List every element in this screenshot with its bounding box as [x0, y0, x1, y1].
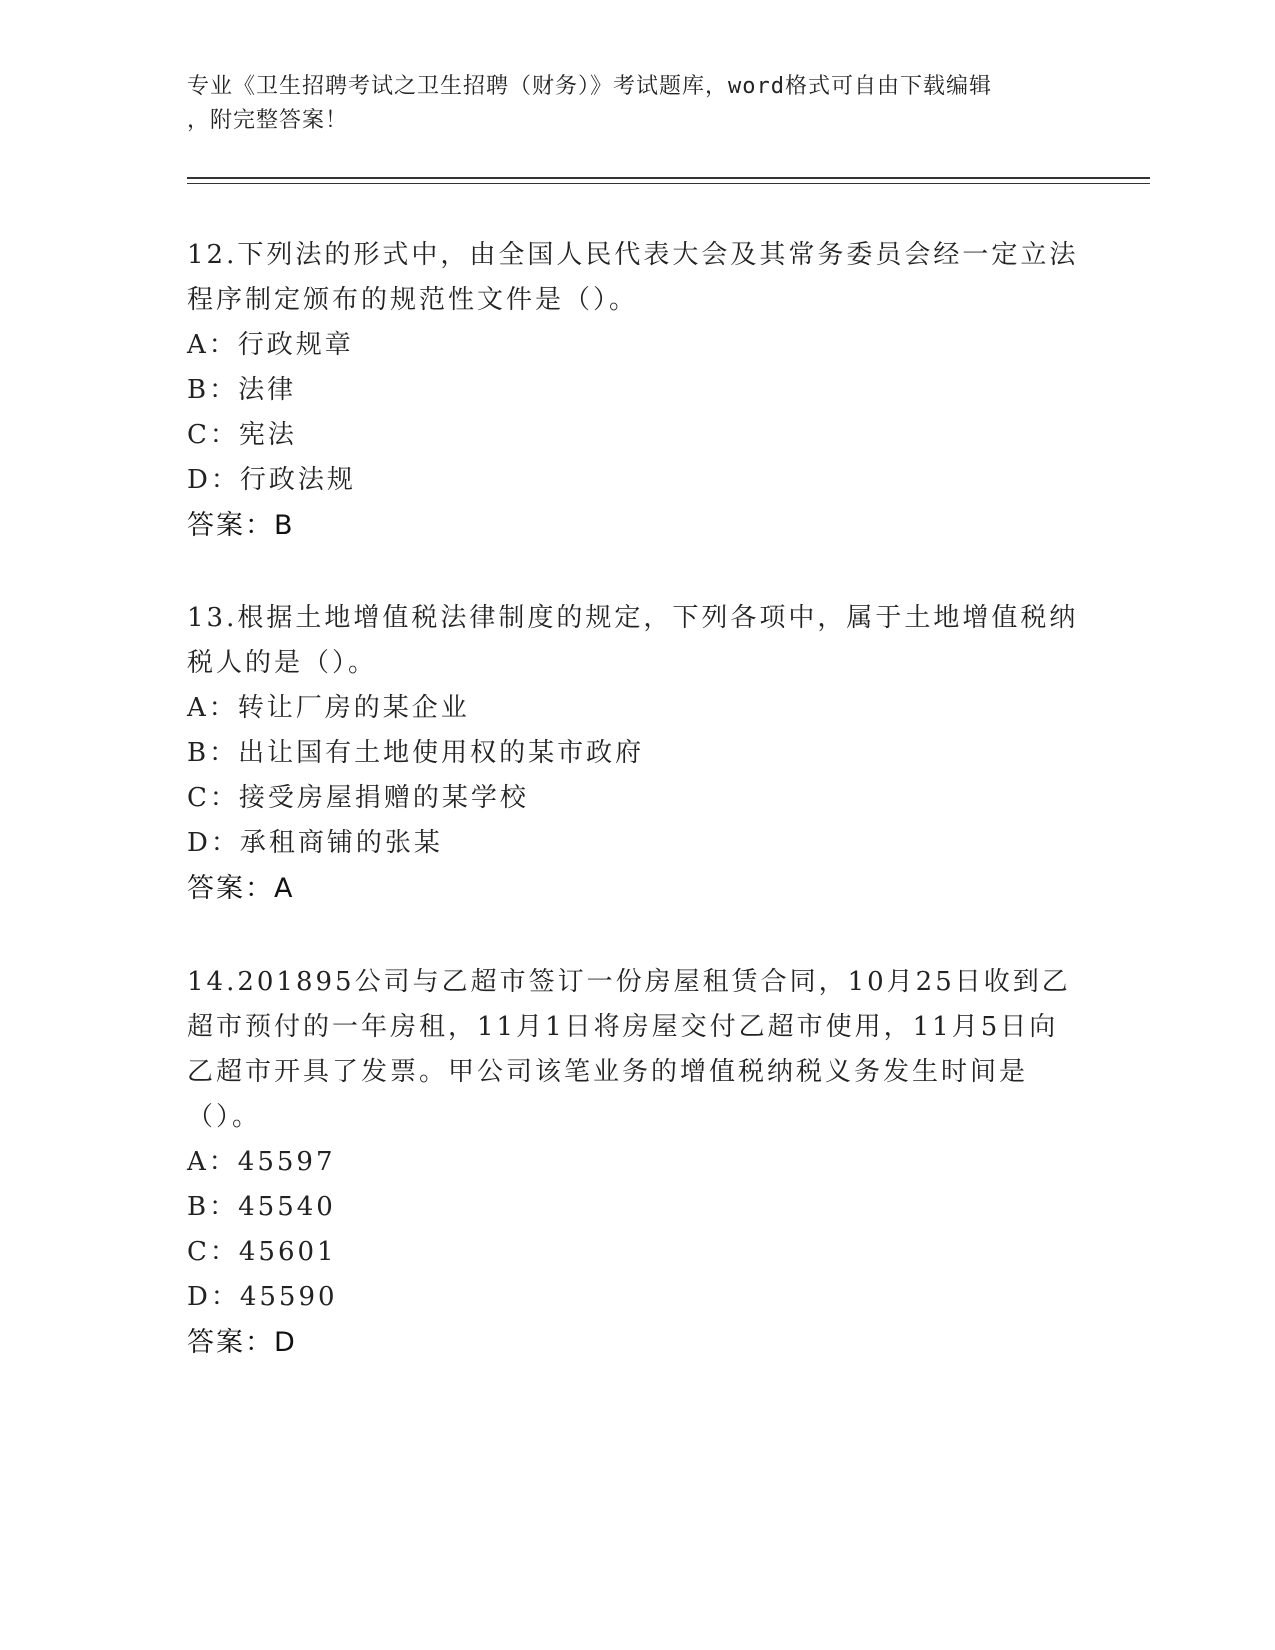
- option-d: D：45590: [187, 1282, 338, 1312]
- answer-label: 答案：D: [187, 1327, 297, 1358]
- question-13: [187, 596, 1087, 911]
- option-list: [187, 1140, 1087, 1320]
- header-line-2: ，附完整答案！: [187, 108, 349, 133]
- question-14: [187, 960, 1087, 1365]
- header-divider-thin: [187, 183, 1150, 184]
- option-d: D：承租商铺的张某: [187, 828, 443, 858]
- option-b: B：出让国有土地使用权的某市政府: [187, 738, 645, 768]
- option-a: A：行政规章: [187, 330, 354, 360]
- question-text: 12.下列法的形式中，由全国人民代表大会及其常务委员会经一定立法程序制定颁布的规范性文件是（）。: [187, 240, 1079, 315]
- option-list: [187, 686, 1087, 866]
- option-c: C：接受房屋捐赠的某学校: [187, 783, 529, 813]
- answer-label: 答案：A: [187, 873, 295, 904]
- question-12: [187, 233, 1087, 548]
- question-text: 14.201895公司与乙超市签订一份房屋租赁合同，10月25日收到乙超市预付的一年房租，11月1日将房屋交付乙超市使用，11月5日向乙超市开具了发票。甲公司该笔业务的增值税纳税义务发生时间是（）。: [187, 967, 1071, 1132]
- question-text: 13.根据土地增值税法律制度的规定，下列各项中，属于土地增值税纳税人的是（）。: [187, 603, 1079, 678]
- option-b: B：45540: [187, 1192, 336, 1222]
- option-list: [187, 323, 1087, 503]
- option-a: A：45597: [187, 1147, 336, 1177]
- option-a: A：转让厂房的某企业: [187, 693, 470, 723]
- header-divider-thick: [187, 177, 1150, 179]
- document-header: [187, 70, 1067, 138]
- answer-label: 答案：B: [187, 510, 295, 541]
- option-c: C：宪法: [187, 420, 297, 450]
- option-c: C：45601: [187, 1237, 337, 1267]
- header-line-1: 专业《卫生招聘考试之卫生招聘（财务）》考试题库，word格式可自由下载编辑: [187, 74, 992, 99]
- option-d: D：行政法规: [187, 465, 356, 495]
- option-b: B：法律: [187, 375, 297, 405]
